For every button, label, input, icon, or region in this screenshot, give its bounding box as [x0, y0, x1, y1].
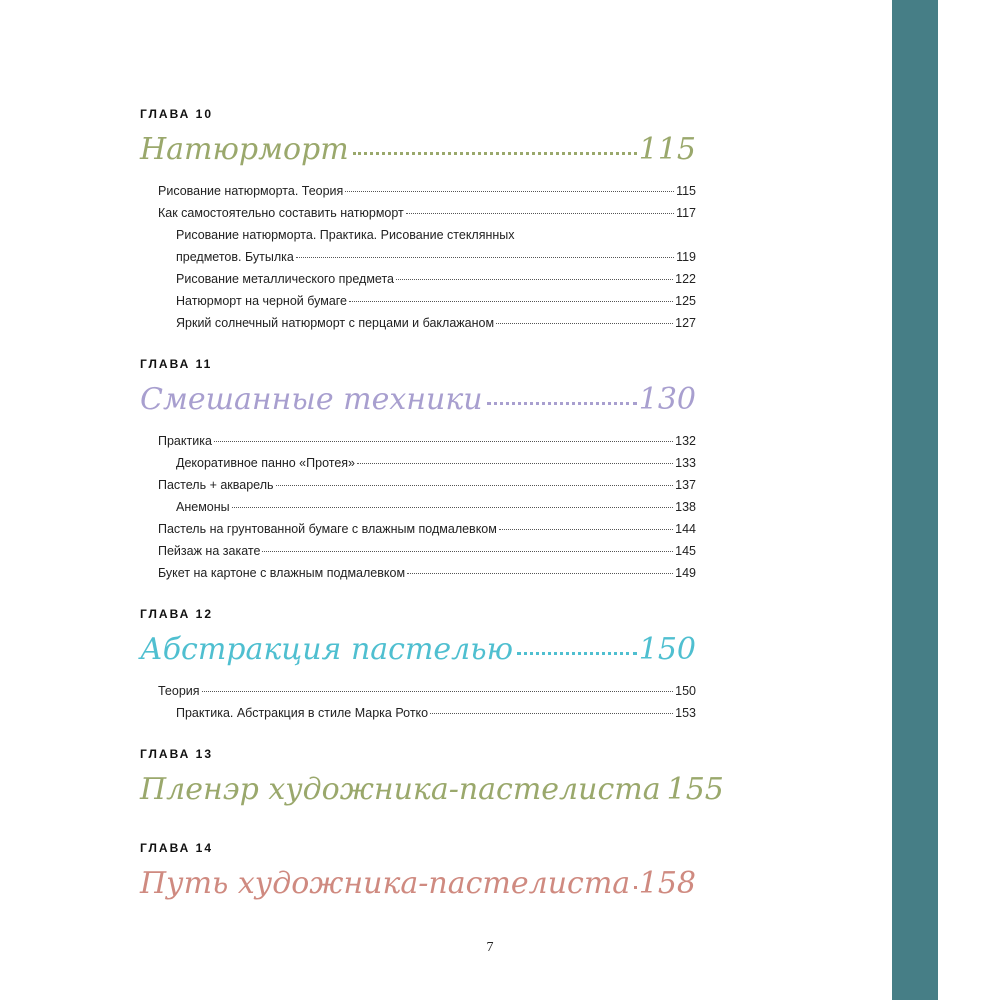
chapter-title[interactable]: Пленэр художника-пастелиста [140, 772, 661, 807]
entry-page[interactable]: 127 [675, 316, 696, 330]
toc-entry[interactable] [140, 312, 696, 334]
entry-page[interactable]: 145 [675, 544, 696, 558]
dot-leader [487, 402, 637, 405]
chapter-title[interactable]: Смешанные техники [140, 382, 483, 417]
entry-title[interactable]: Как самостоятельно составить натюрморт [158, 206, 404, 220]
dot-leader [349, 301, 673, 302]
entry-page[interactable]: 122 [675, 272, 696, 286]
entry-page[interactable]: 117 [676, 206, 696, 220]
chapter-title-row[interactable] [140, 380, 696, 420]
dot-leader [430, 713, 673, 714]
dot-leader [517, 652, 637, 655]
entry-title[interactable]: Пастель на грунтованной бумаге с влажным подмалевком [158, 522, 497, 536]
toc-entry[interactable] [140, 702, 696, 724]
chapter-13 [140, 746, 724, 810]
toc-entry[interactable] [140, 246, 696, 268]
chapter-title-row[interactable] [140, 630, 696, 670]
entry-title[interactable]: Декоративное панно «Протея» [176, 456, 356, 470]
toc-entry[interactable] [140, 268, 696, 290]
chapter-12 [140, 606, 696, 724]
entry-title[interactable]: Яркий солнечный натюрморт с перцами и баклажаном [176, 316, 495, 330]
entry-page[interactable]: 115 [676, 184, 696, 198]
entry-title[interactable]: Пейзаж на закате [158, 544, 261, 558]
chapter-title[interactable]: Натюрморт [140, 132, 349, 167]
toc-entry[interactable] [140, 518, 696, 540]
entry-title[interactable]: Букет на картоне с влажным подмалевком [158, 566, 406, 580]
chapter-entries [140, 430, 696, 584]
entry-page[interactable]: 125 [675, 294, 696, 308]
toc-entry[interactable] [140, 562, 696, 584]
chapter-label: ГЛАВА 10 [140, 107, 214, 121]
dot-leader [345, 191, 674, 192]
entry-title[interactable]: Рисование металлического предмета [176, 272, 395, 286]
dot-leader [396, 279, 673, 280]
dot-leader [634, 886, 637, 889]
chapter-title-row[interactable] [140, 770, 724, 810]
dot-leader [232, 507, 674, 508]
entry-page[interactable]: 119 [676, 250, 696, 264]
entry-title[interactable]: Практика. Абстракция в стиле Марка Ротко [176, 706, 429, 720]
side-color-band [892, 0, 938, 1000]
dot-leader [407, 573, 673, 574]
chapter-page[interactable]: 130 [638, 382, 696, 417]
dot-leader [214, 441, 673, 442]
entry-title[interactable]: Пастель + акварель [158, 478, 274, 492]
chapter-label: ГЛАВА 14 [140, 841, 214, 855]
toc-entry[interactable] [140, 496, 696, 518]
toc-entry[interactable] [140, 540, 696, 562]
dot-leader [499, 529, 673, 530]
chapter-title-row[interactable] [140, 864, 696, 904]
table-of-contents [140, 0, 724, 1000]
dot-leader [202, 691, 674, 692]
chapter-title-row[interactable] [140, 130, 696, 170]
entry-title[interactable]: Натюрморт на черной бумаге [176, 294, 348, 308]
dot-leader [262, 551, 673, 552]
entry-page[interactable]: 137 [675, 478, 696, 492]
entry-page[interactable]: 149 [675, 566, 696, 580]
chapter-label: ГЛАВА 12 [140, 607, 214, 621]
chapter-entries [140, 680, 696, 724]
chapter-page[interactable]: 150 [638, 632, 696, 667]
dot-leader [353, 152, 637, 155]
entry-page[interactable]: 133 [675, 456, 696, 470]
toc-entry[interactable] [140, 180, 696, 202]
chapter-label: ГЛАВА 11 [140, 357, 213, 371]
entry-title-line1[interactable]: Рисование натюрморта. Практика. Рисование стеклянных [176, 228, 515, 242]
entry-page[interactable]: 132 [675, 434, 696, 448]
chapter-entries [140, 180, 696, 334]
page-number: 7 [486, 940, 494, 955]
toc-entry[interactable] [140, 680, 696, 702]
toc-entry[interactable] [140, 202, 696, 224]
entry-page[interactable]: 144 [675, 522, 696, 536]
toc-entry[interactable] [140, 430, 696, 452]
chapter-title[interactable]: Путь художника-пастелиста [140, 866, 631, 901]
entry-title[interactable]: Практика [158, 434, 212, 448]
dot-leader [296, 257, 674, 258]
entry-title[interactable]: Теория [158, 684, 200, 698]
chapter-page[interactable]: 115 [638, 132, 696, 167]
dot-leader [357, 463, 673, 464]
toc-entry[interactable] [140, 452, 696, 474]
chapter-14 [140, 840, 696, 904]
entry-title[interactable]: Анемоны [176, 500, 230, 514]
chapter-page[interactable]: 155 [666, 772, 724, 807]
chapter-11 [140, 356, 696, 584]
entry-page[interactable]: 150 [675, 684, 696, 698]
chapter-page[interactable]: 158 [638, 866, 696, 901]
entry-title[interactable]: предметов. Бутылка [176, 250, 294, 264]
dot-leader [496, 323, 673, 324]
chapter-10 [140, 106, 696, 334]
entry-title[interactable]: Рисование натюрморта. Теория [158, 184, 344, 198]
dot-leader [276, 485, 674, 486]
dot-leader [406, 213, 674, 214]
chapter-title[interactable]: Абстракция пастелью [140, 632, 513, 667]
entry-page[interactable]: 138 [675, 500, 696, 514]
toc-entry[interactable] [140, 474, 696, 496]
toc-entry[interactable] [140, 290, 696, 312]
entry-page[interactable]: 153 [675, 706, 696, 720]
chapter-label: ГЛАВА 13 [140, 747, 214, 761]
